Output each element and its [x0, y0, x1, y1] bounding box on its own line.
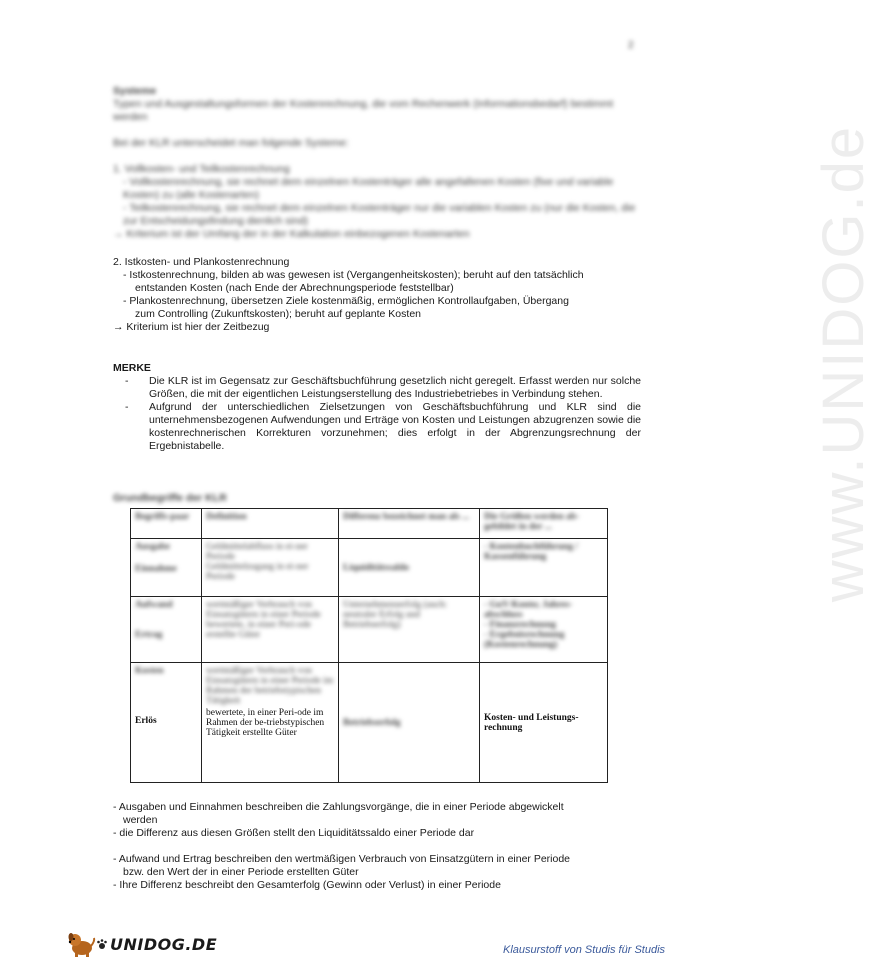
table-header: Begriffs-paar	[131, 509, 202, 539]
merke-section	[113, 362, 641, 453]
merke-bullet-2: - Aufgrund der unterschiedlichen Zielsetzungen von Geschäftsbuchführung und KLR sind die unternehmensbezogenen Aufwendungen und Erträge von Kosten und Leistungen abzugrenzen sowie die kostenrechnerischen Korrekturen vorzunehmen; dies erfolgt in der Abgrenzungsrechnung der Ergebnistabelle.	[125, 401, 641, 452]
systeme-klr-line: Bei der KLR unterscheidet man folgende Systeme:	[113, 137, 349, 149]
summary-1-line1: - Ausgaben und Einnahmen beschreiben die Zahlungsvorgänge, die in einer Periode abgewickelt	[113, 801, 564, 813]
item1-criterion: → Kriterium ist der Umfang der in der Kalkulation einbezogenen Kostenarten	[113, 228, 470, 240]
merke-bullet-1: - Die KLR ist im Gegensatz zur Geschäftsbuchführung gesetzlich nicht geregelt. Erfasst werden nur solche Größen, die mit der eigentlichen Leistungserstellung des Industriebetriebes in Verbindung stehen.	[125, 375, 641, 400]
table-header: Differenz bezeichnet man als ...	[339, 509, 480, 539]
def-einnahme: Geldmittelzugang in ei-ner Periode	[206, 562, 309, 582]
def-aufwand: wertmäßiger Verbrauch von Einsatzgütern in einer Periode	[206, 600, 321, 620]
table-row	[131, 597, 608, 663]
systeme-title: Systeme	[113, 85, 157, 97]
dog-icon	[66, 929, 96, 959]
table-row	[131, 663, 608, 783]
shown-kontenbuch: - Kontenbuchführung / Kassenführung	[480, 539, 608, 597]
table-header: Definition	[202, 509, 339, 539]
term-einnahme: Einnahme	[135, 564, 177, 574]
summary-2: - die Differenz aus diesen Größen stellt den Liquiditätssaldo einer Periode dar	[113, 827, 475, 839]
term-ausgabe: Ausgabe	[135, 542, 170, 552]
diff-unternehmenserfolg: Unternehmenserfolg (auch: neutraler Erfolg und Betriebserfolg)	[339, 597, 480, 663]
merke-title: MERKE	[113, 362, 151, 374]
table-row	[131, 539, 608, 597]
istkosten-line1: - Istkostenrechnung, bilden ab was gewesen ist (Vergangenheitskosten); beruht auf den tatsächlich	[123, 269, 584, 281]
systeme-section	[113, 85, 641, 241]
grundbegriffe-title: Grundbegriffe der KLR	[113, 492, 227, 504]
plankosten-line1: - Plankostenrechnung, übersetzen Ziele kostenmäßig, ermöglichen Kontrollaufgaben, Übergang	[123, 295, 569, 307]
diff-betriebserfolg: Betriebserfolg	[339, 663, 480, 783]
def-kosten: wertmäßiger Verbrauch von Einsatzgütern in einer Periode im Rahmen der betriebstypischen Tätigkeit	[206, 666, 334, 706]
ist-plan-title: 2. Istkosten- und Plankostenrechnung	[113, 256, 290, 268]
shown-klr: Kosten- und Leistungs-rechnung	[480, 663, 608, 783]
term-ertrag: Ertrag	[135, 630, 163, 640]
summary-3-line1: - Aufwand und Ertrag beschreiben den wertmäßigen Verbrauch von Einsatzgütern in einer Periode	[113, 853, 571, 865]
plankosten-line2: zum Controlling (Zukunftskosten); beruht auf geplante Kosten	[135, 308, 421, 320]
logo-text: UNIDOG.DE	[110, 934, 218, 954]
summary-4: - Ihre Differenz beschreibt den Gesamterfolg (Gewinn oder Verlust) in einer Periode	[113, 879, 501, 891]
page-number: 2	[628, 40, 634, 51]
item1-teilkosten: - Teilkostenrechnung, sie rechnet dem einzelnen Kostenträger nur die variablen Kosten zu (nur die Kosten, die zur Entscheidungsfindung dienlich sind)	[123, 202, 636, 227]
summary-1-line2: werden	[123, 814, 158, 826]
def-ertrag: bewertete, in einer Peri-ode erstellte Güter	[206, 620, 311, 640]
summary-3-line2: bzw. den Wert der in einer Periode erstellten Güter	[123, 866, 359, 878]
footer-logo	[66, 928, 217, 960]
term-erloes: Erlös	[135, 716, 157, 726]
footer-tagline: Klausurstoff von Studis für Studis	[503, 944, 666, 956]
table-header-row	[131, 509, 608, 539]
grundbegriffe-table	[130, 508, 608, 783]
term-kosten: Kosten	[135, 666, 164, 676]
paw-icon	[96, 938, 108, 950]
istkosten-line2: entstanden Kosten (nach Ende der Abrechnungsperiode feststellbar)	[135, 282, 454, 294]
shown-finanz: - Finanzrechnung	[484, 620, 556, 630]
def-erloes: bewertete, in einer Peri-ode im Rahmen der be-triebstypischen Tätigkeit erstellte Güter	[206, 708, 325, 738]
shown-ergebnis: - Ergebnisrechnung (Kostenrechnung)	[484, 630, 565, 650]
watermark: www.UNIDOG.de	[811, 124, 877, 603]
item1-vollkosten: - Vollkostenrechnung, sie rechnet dem einzelnen Kostenträger alle angefallenen Kosten (fixe und variable Kosten) zu (alle Kostenarten)	[123, 176, 614, 201]
shown-guv: - GuV-Konto; Jahres-abschluss	[484, 600, 573, 620]
item1-title: 1. Vollkosten- und Teilkostenrechnung	[113, 163, 290, 175]
systeme-intro: Typen und Ausgestaltungsformen der Kostenrechnung, die vom Rechenwerk (Informationsbedarf) bestimmt werden	[113, 98, 614, 123]
ist-plan-criterion: → Kriterium ist hier der Zeitbezug	[113, 321, 270, 333]
diff-liquiditaet: Liquiditätssaldo	[339, 539, 480, 597]
table-header: Die Größen werden ab-gebildet in der ...	[480, 509, 608, 539]
summary-section	[113, 801, 641, 892]
def-ausgabe: Geldmittelabfluss in ei-ner Periode	[206, 542, 308, 562]
term-aufwand: Aufwand	[135, 600, 173, 610]
ist-plan-section	[113, 256, 641, 334]
